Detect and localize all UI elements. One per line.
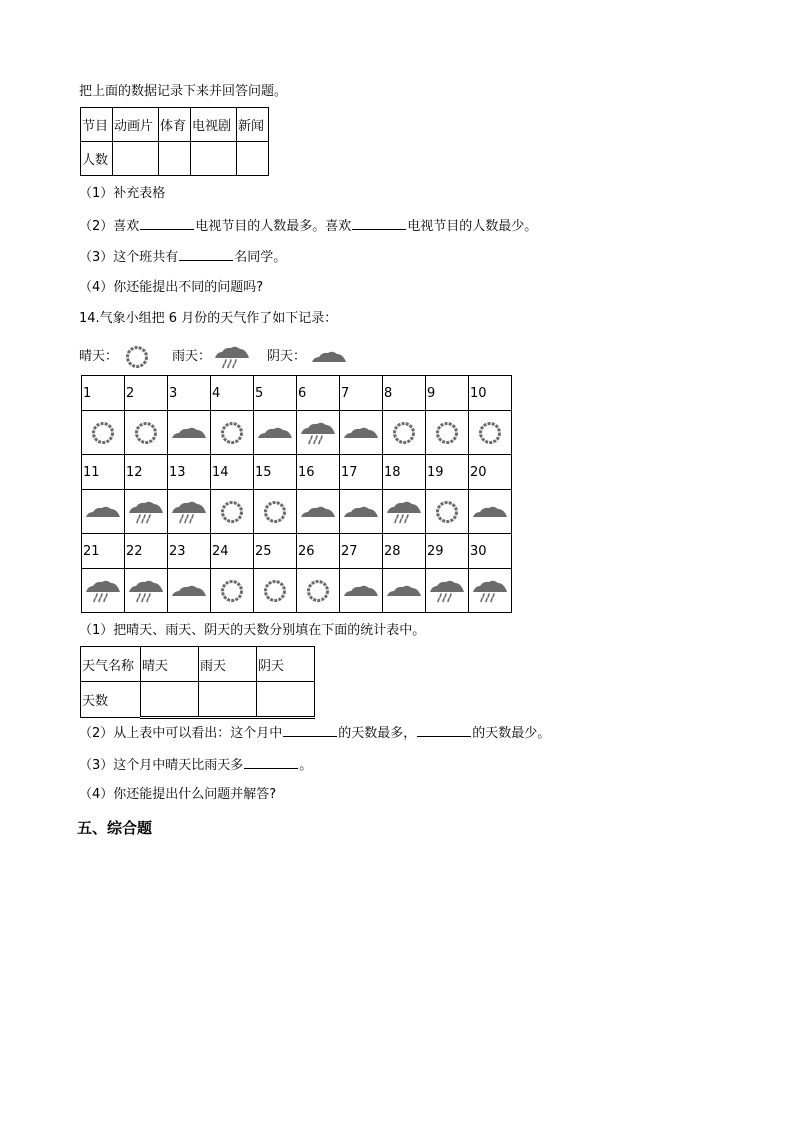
calendar-weather-row [82, 411, 512, 455]
calendar-weather-cell [340, 490, 383, 534]
calendar-weather-row [82, 569, 512, 613]
calendar-day-row [82, 455, 512, 490]
program-table-count-row [81, 142, 269, 176]
sun-icon [122, 344, 152, 370]
stat-header-cell: 晴天 [141, 647, 199, 682]
sun-icon [475, 425, 505, 440]
calendar-weather-cell [340, 411, 383, 455]
calendar-weather-cell [254, 490, 297, 534]
cloud-icon [310, 349, 348, 365]
program-header-cell: 体育 [159, 108, 191, 142]
weather-legend [79, 344, 348, 370]
legend-rainy-label: 雨天： [172, 349, 212, 364]
rain-cloud-icon [127, 504, 165, 519]
cloud-icon [342, 504, 380, 519]
stat-row-label: 天数 [81, 682, 141, 718]
q14-3-text-a: （3）这个月中晴天比雨天多 [79, 758, 244, 773]
cloud-icon [84, 504, 122, 519]
calendar-weather-cell [168, 569, 211, 613]
rain-cloud-icon [428, 583, 466, 598]
program-header-cell: 节目 [81, 108, 113, 142]
calendar-weather-cell [254, 569, 297, 613]
calendar-weather-cell [168, 490, 211, 534]
q14-4: （4）你还能提出什么问题并解答? [79, 787, 277, 802]
q14-2-text-a: （2）从上表中可以看出：这个月中 [79, 726, 283, 741]
calendar-weather-cell [297, 490, 340, 534]
weather-calendar [81, 375, 512, 613]
calendar-day-number: 2 [125, 376, 168, 411]
calendar-day-number: 22 [125, 534, 168, 569]
calendar-weather-cell [211, 490, 254, 534]
sun-icon [217, 425, 247, 440]
program-count-cell[interactable] [159, 142, 191, 176]
q13-2 [79, 217, 537, 235]
calendar-day-number: 16 [297, 455, 340, 490]
calendar-weather-cell [82, 569, 125, 613]
rain-cloud-icon [471, 583, 509, 598]
program-header-cell: 电视剧 [191, 108, 237, 142]
cloud-icon [170, 425, 208, 440]
sun-icon [217, 583, 247, 598]
sun-icon [217, 504, 247, 519]
answer-blank[interactable] [244, 756, 298, 769]
rain-cloud-icon [213, 345, 251, 369]
q14-3 [79, 756, 312, 774]
q13-3-text-a: （3）这个班共有 [79, 250, 179, 265]
cloud-icon [342, 583, 380, 598]
calendar-day-number: 8 [383, 376, 426, 411]
sun-icon [260, 583, 290, 598]
calendar-weather-cell [383, 490, 426, 534]
calendar-day-number: 30 [469, 534, 512, 569]
rain-cloud-icon [385, 504, 423, 519]
calendar-weather-cell [297, 569, 340, 613]
program-count-cell[interactable] [113, 142, 159, 176]
calendar-weather-cell [254, 411, 297, 455]
rain-cloud-icon [84, 583, 122, 598]
program-header-cell: 新闻 [237, 108, 269, 142]
sun-icon [303, 583, 333, 598]
q13-2-text-c: 电视节目的人数最少。 [407, 219, 538, 234]
calendar-day-number: 7 [340, 376, 383, 411]
intro-text: 把上面的数据记录下来并回答问题。 [79, 84, 288, 99]
calendar-weather-cell [297, 411, 340, 455]
legend-sunny-label: 晴天： [79, 349, 119, 364]
calendar-day-row [82, 376, 512, 411]
calendar-weather-cell [211, 411, 254, 455]
calendar-day-number: 17 [340, 455, 383, 490]
program-count-cell[interactable] [191, 142, 237, 176]
legend-cloudy-label: 阴天： [267, 349, 307, 364]
calendar-day-number: 13 [168, 455, 211, 490]
calendar-weather-cell [82, 411, 125, 455]
calendar-day-number: 29 [426, 534, 469, 569]
q13-2-text-a: （2）喜欢 [79, 219, 140, 234]
rain-cloud-icon [127, 583, 165, 598]
calendar-day-number: 24 [211, 534, 254, 569]
calendar-weather-cell [82, 490, 125, 534]
calendar-weather-cell [125, 569, 168, 613]
answer-blank[interactable] [352, 217, 406, 230]
calendar-day-number: 26 [297, 534, 340, 569]
rain-cloud-icon [170, 504, 208, 519]
cloud-icon [471, 504, 509, 519]
program-header-cell: 动画片 [113, 108, 159, 142]
stat-count-cell[interactable] [141, 682, 199, 718]
calendar-weather-cell [426, 490, 469, 534]
q13-2-text-b: 电视节目的人数最多。喜欢 [195, 219, 352, 234]
calendar-weather-cell [426, 411, 469, 455]
calendar-day-number: 5 [254, 376, 297, 411]
calendar-weather-cell [469, 569, 512, 613]
answer-blank[interactable] [283, 724, 337, 737]
calendar-day-number: 4 [211, 376, 254, 411]
calendar-day-number: 15 [254, 455, 297, 490]
q14-title: 14.气象小组把 6 月份的天气作了如下记录： [79, 311, 338, 326]
cloud-icon [256, 425, 294, 440]
q13-4: （4）你还能提出不同的问题吗? [79, 280, 264, 295]
stat-header-row [81, 647, 315, 682]
sun-icon [260, 504, 290, 519]
calendar-day-number: 14 [211, 455, 254, 490]
q13-1: （1）补充表格 [79, 186, 166, 201]
calendar-day-number: 19 [426, 455, 469, 490]
calendar-day-number: 11 [82, 455, 125, 490]
calendar-day-number: 10 [469, 376, 512, 411]
q14-2 [79, 724, 550, 742]
sun-icon [88, 425, 118, 440]
calendar-day-number: 25 [254, 534, 297, 569]
cloud-icon [342, 425, 380, 440]
sun-icon [432, 504, 462, 519]
cloud-icon [299, 504, 337, 519]
stat-count-cell[interactable] [257, 682, 315, 718]
q13-3-text-b: 名同学。 [234, 250, 287, 265]
calendar-day-number: 6 [297, 376, 340, 411]
answer-blank[interactable] [417, 724, 471, 737]
calendar-weather-cell [426, 569, 469, 613]
sun-icon [131, 425, 161, 440]
weather-stat-table [80, 646, 315, 719]
stat-count-cell[interactable] [199, 682, 257, 718]
answer-blank[interactable] [140, 217, 194, 230]
calendar-weather-cell [125, 490, 168, 534]
program-table-header-row [81, 108, 269, 142]
rain-cloud-icon [299, 425, 337, 440]
calendar-day-number: 18 [383, 455, 426, 490]
stat-header-cell: 雨天 [199, 647, 257, 682]
stat-count-row [81, 682, 315, 718]
program-count-cell[interactable] [237, 142, 269, 176]
sun-icon [389, 425, 419, 440]
section-5-heading: 五、综合题 [77, 819, 153, 837]
cloud-icon [170, 583, 208, 598]
calendar-day-number: 23 [168, 534, 211, 569]
q14-1: （1）把晴天、雨天、阴天的天数分别填在下面的统计表中。 [79, 623, 426, 638]
sun-icon [432, 425, 462, 440]
q14-3-text-b: 。 [299, 758, 313, 773]
cloud-icon [385, 583, 423, 598]
calendar-day-number: 21 [82, 534, 125, 569]
calendar-day-number: 20 [469, 455, 512, 490]
calendar-day-number: 1 [82, 376, 125, 411]
calendar-day-number: 3 [168, 376, 211, 411]
calendar-weather-cell [469, 411, 512, 455]
q14-2-text-c: 的天数最少。 [472, 726, 551, 741]
calendar-weather-cell [211, 569, 254, 613]
stat-header-cell: 天气名称 [81, 647, 141, 682]
calendar-weather-cell [469, 490, 512, 534]
stat-header-cell: 阴天 [257, 647, 315, 682]
answer-blank[interactable] [179, 248, 233, 261]
calendar-weather-cell [125, 411, 168, 455]
program-row-label: 人数 [81, 142, 113, 176]
calendar-day-number: 12 [125, 455, 168, 490]
calendar-weather-cell [383, 569, 426, 613]
program-table [80, 107, 269, 176]
calendar-weather-cell [340, 569, 383, 613]
q13-3 [79, 248, 286, 266]
calendar-weather-cell [168, 411, 211, 455]
calendar-weather-cell [383, 411, 426, 455]
calendar-day-row [82, 534, 512, 569]
calendar-day-number: 28 [383, 534, 426, 569]
calendar-weather-row [82, 490, 512, 534]
calendar-day-number: 9 [426, 376, 469, 411]
calendar-day-number: 27 [340, 534, 383, 569]
q14-2-text-b: 的天数最多， [338, 726, 417, 741]
